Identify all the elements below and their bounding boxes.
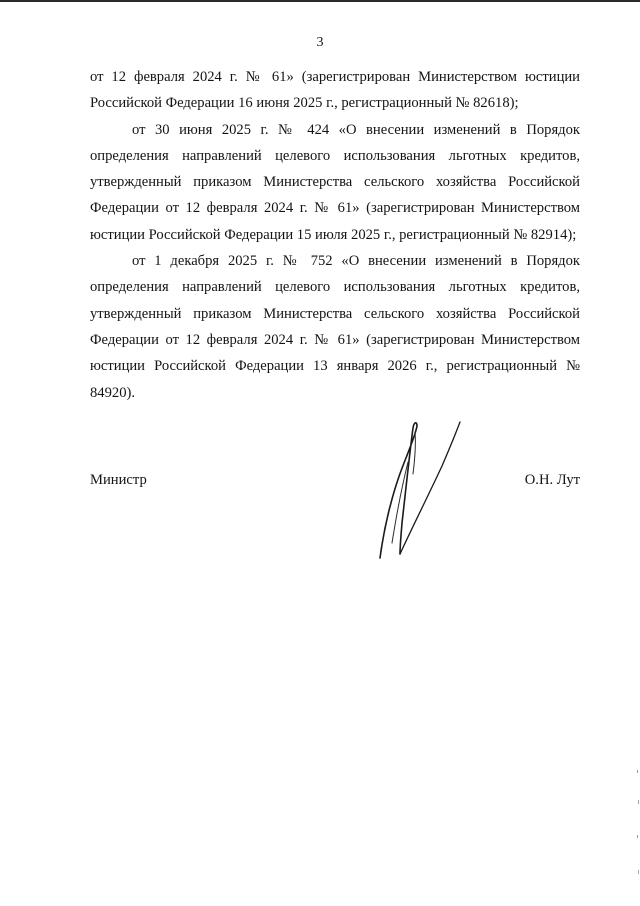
paragraph-order-752: от 1 декабря 2025 г. № 752 «О внесении изменений в Порядок определения направлений целевого использования льготных кредитов, утвержденный приказом Министерства сельского хозяйства Российской Федерации от 12 февраля 2024 г. № 61» (зарегистрирован Министерством юстиции Российской Федерации 13 января 2026 г., регистрационный № 84920). xyxy=(90,253,580,401)
page-top-edge xyxy=(0,0,640,2)
page-number: 3 xyxy=(316,35,324,50)
scan-edge-marks xyxy=(636,760,640,906)
signer-title: Министр xyxy=(90,472,147,488)
signer-name: О.Н. Лут xyxy=(524,472,580,488)
document-body xyxy=(90,64,580,406)
paragraph-continuation: от 12 февраля 2024 г. № 61» (зарегистрирован Министерством юстиции Российской Федерации 16 июня 2025 г., регистрационный № 82618); xyxy=(90,69,580,112)
handwritten-signature xyxy=(370,418,470,563)
paragraph-order-424: от 30 июня 2025 г. № 424 «О внесении изменений в Порядок определения направлений целевого использования льготных кредитов, утвержденный приказом Министерства сельского хозяйства Российской Федерации от 12 февраля 2024 г. № 61» (зарегистрирован Министерством юстиции Российской Федерации 15 июля 2025 г., регистрационный № 82914); xyxy=(90,121,580,243)
